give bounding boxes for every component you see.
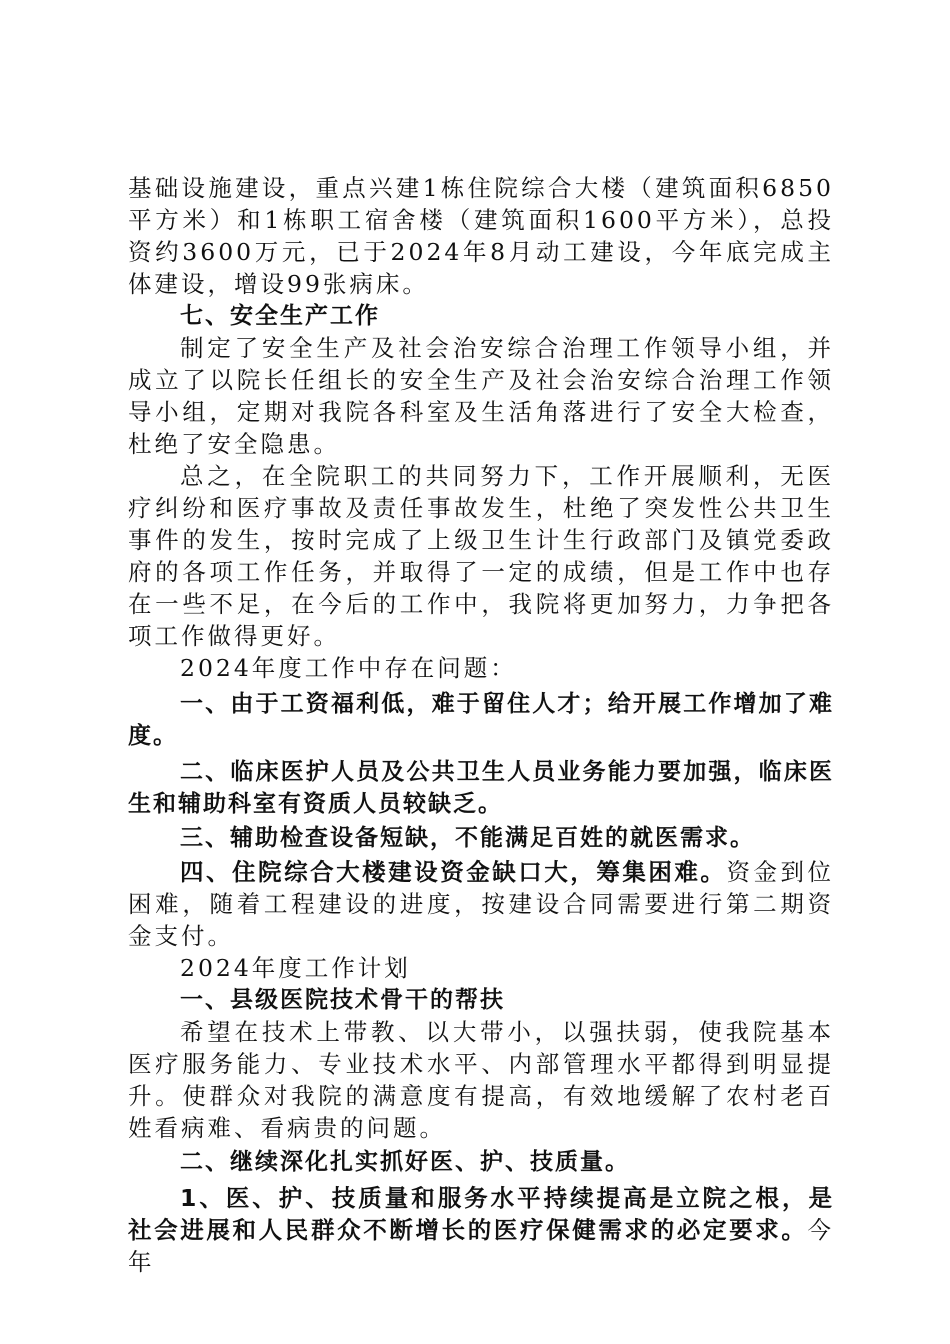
paragraph-summary: 总之，在全院职工的共同努力下，工作开展顺利，无医疗纠纷和医疗事故及责任事故发生，杜绝了突发性公共卫生事件的发生，按时完成了上级卫生计生行政部门及镇党委政府的各项工作任务，并取得了一定的成绩，但是工作中也存在一些不足，在今后的工作中，我院将更加努力，力争把各项工作做得更好。: [128, 462, 834, 650]
paragraph-problems-intro: 2024年度工作中存在问题：: [180, 654, 517, 682]
paragraph-safety: 制定了安全生产及社会治安综合治理工作领导小组，并成立了以院长任组长的安全生产及社会治安综合治理工作领导小组，定期对我院各科室及生活角落进行了安全大检查，杜绝了安全隐患。: [128, 334, 834, 458]
plan-item-1-bold: 1、医、护、技质量和服务水平持续提高是立院之根，是社会进展和人民群众不断增长的医疗保健需求的必定要求。: [128, 1184, 834, 1244]
paragraph-infrastructure: 基础设施建设，重点兴建1栋住院综合大楼（建筑面积6850平方米）和1栋职工宿舍楼（建筑面积1600平方米），总投资约3600万元，已于2024年8月动工建设，今年底完成主体建设，增设99张病床。: [128, 174, 834, 298]
plan-item-1: [128, 1182, 834, 1278]
section-heading-safety: 七、安全生产工作: [180, 303, 380, 329]
problem-item-2: 二、临床医护人员及公共卫生人员业务能力要加强，临床医生和辅助科室有资质人员较缺乏。: [128, 759, 834, 817]
document-body: [128, 172, 834, 1278]
problem-item-4-rest: 资金到位困难，随着工程建设的进度，按建设合同需要进行第二期资金支付。: [128, 858, 834, 950]
plan-item-1-rest: 今年: [128, 1216, 834, 1276]
problem-item-4: [128, 856, 834, 952]
problem-item-3: 三、辅助检查设备短缺，不能满足百姓的就医需求。: [180, 825, 755, 851]
problem-item-1: 一、由于工资福利低，难于留住人才；给开展工作增加了难度。: [128, 691, 834, 749]
paragraph-plan-1: 希望在技术上带教、以大带小，以强扶弱，使我院基本医疗服务能力、专业技术水平、内部管理水平都得到明显提升。使群众对我院的满意度有提高，有效地缓解了农村老百姓看病难、看病贵的问题。: [128, 1018, 834, 1142]
plan-heading-1: 一、县级医院技术骨干的帮扶: [180, 987, 505, 1013]
problem-item-4-bold: 四、住院综合大楼建设资金缺口大，筹集困难。: [180, 858, 727, 886]
plan-heading-2: 二、继续深化扎实抓好医、护、技质量。: [180, 1149, 630, 1175]
paragraph-plan-intro: 2024年度工作计划: [180, 954, 411, 982]
